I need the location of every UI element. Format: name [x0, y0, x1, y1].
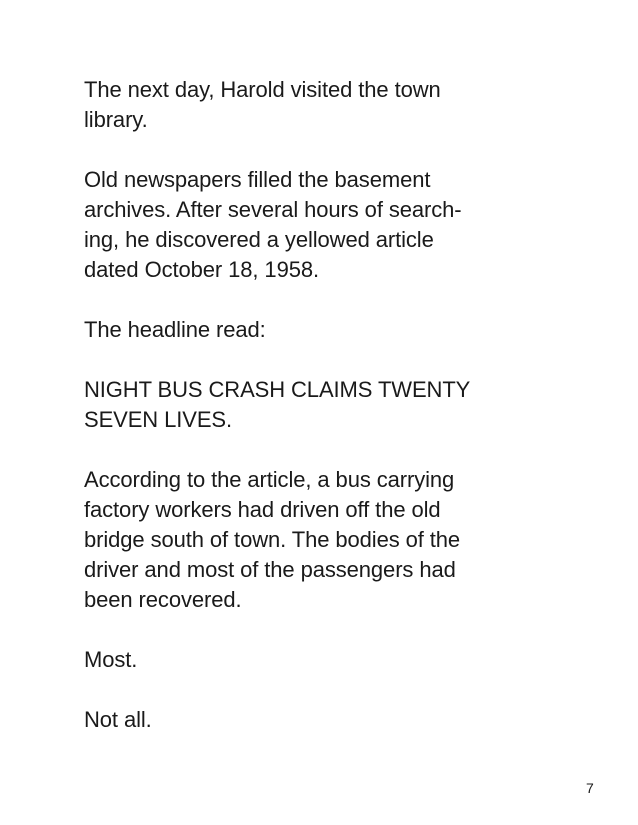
paragraph-not-all: Not all. [84, 707, 152, 732]
body-text [84, 75, 534, 765]
paragraph-headline: NIGHT BUS CRASH CLAIMS TWENTY SEVEN LIVES. [84, 377, 471, 432]
page-number: 7 [586, 780, 594, 796]
paragraph-archives: Old newspapers filled the basement archives. After several hours of search- ing, he discovered a yellowed article dated October 18, 1958. [84, 167, 462, 282]
paragraph-library-visit: The next day, Harold visited the town library. [84, 77, 441, 132]
paragraph-most: Most. [84, 647, 138, 672]
paragraph-headline-intro: The headline read: [84, 317, 266, 342]
paragraph-article-summary: According to the article, a bus carrying factory workers had driven off the old bridge south of town. The bodies of the driver and most of the passengers had been recovered. [84, 467, 461, 612]
